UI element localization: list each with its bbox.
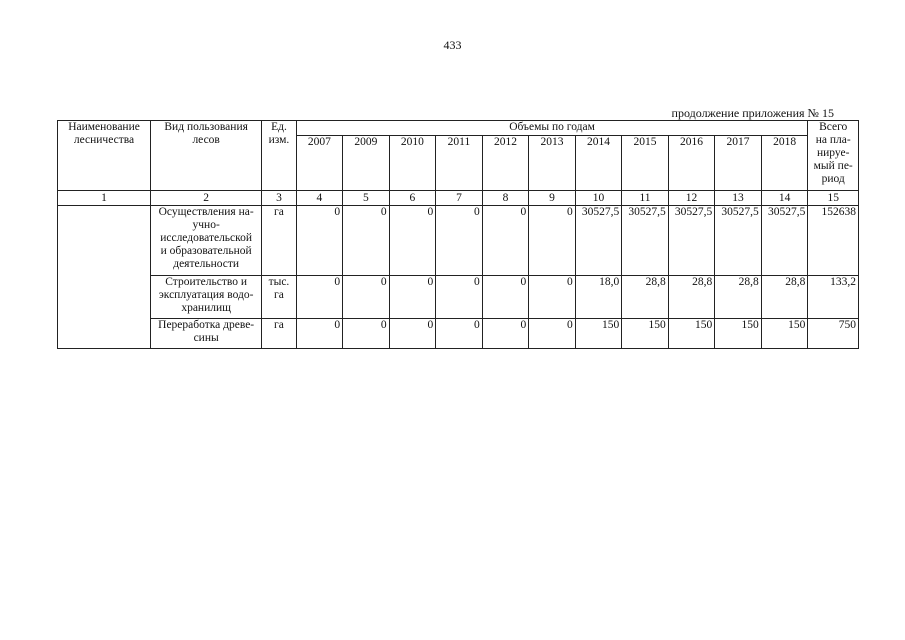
column-number: 12 xyxy=(668,191,715,206)
value-cell: 28,8 xyxy=(715,276,762,319)
value-cell: 0 xyxy=(296,206,343,276)
column-number: 7 xyxy=(436,191,483,206)
value-cell: 28,8 xyxy=(668,276,715,319)
value-cell: 30527,5 xyxy=(761,206,808,276)
table-row xyxy=(58,319,859,349)
value-cell: 0 xyxy=(389,276,436,319)
column-number: 6 xyxy=(389,191,436,206)
unit-cell: тыс. га xyxy=(262,276,296,319)
forest-use-volumes-table xyxy=(57,120,859,349)
value-cell: 150 xyxy=(761,319,808,349)
value-cell: 0 xyxy=(436,206,483,276)
column-number: 14 xyxy=(761,191,808,206)
unit-cell: га xyxy=(262,206,296,276)
column-number: 3 xyxy=(262,191,296,206)
column-number: 15 xyxy=(808,191,859,206)
value-cell: 18,0 xyxy=(575,276,622,319)
table-row xyxy=(58,206,859,276)
value-cell: 0 xyxy=(482,206,529,276)
header-year: 2018 xyxy=(761,136,808,191)
value-cell: 0 xyxy=(482,319,529,349)
value-cell: 0 xyxy=(343,276,390,319)
value-cell: 30527,5 xyxy=(715,206,762,276)
header-year: 2017 xyxy=(715,136,762,191)
header-year: 2012 xyxy=(482,136,529,191)
value-cell: 0 xyxy=(343,206,390,276)
value-cell: 0 xyxy=(343,319,390,349)
header-year: 2016 xyxy=(668,136,715,191)
value-cell: 150 xyxy=(575,319,622,349)
value-cell: 28,8 xyxy=(761,276,808,319)
activity-cell: Переработка древе- сины xyxy=(151,319,262,349)
forestry-name-cell xyxy=(58,206,151,349)
column-number: 13 xyxy=(715,191,762,206)
value-cell: 28,8 xyxy=(622,276,669,319)
column-number: 5 xyxy=(343,191,390,206)
column-number-row xyxy=(58,191,859,206)
total-cell: 152638 xyxy=(808,206,859,276)
column-number: 10 xyxy=(575,191,622,206)
column-number: 2 xyxy=(151,191,262,206)
value-cell: 30527,5 xyxy=(622,206,669,276)
continuation-label: продолжение приложения № 15 xyxy=(671,106,834,120)
header-year: 2007 xyxy=(296,136,343,191)
header-year: 2010 xyxy=(389,136,436,191)
column-number: 8 xyxy=(482,191,529,206)
value-cell: 0 xyxy=(296,319,343,349)
value-cell: 150 xyxy=(622,319,669,349)
column-number: 4 xyxy=(296,191,343,206)
header-unit: Ед. изм. xyxy=(262,121,296,191)
header-total-period: Всего на пла- нируе- мый пе- риод xyxy=(808,121,859,191)
value-cell: 0 xyxy=(436,319,483,349)
total-cell: 133,2 xyxy=(808,276,859,319)
column-number: 1 xyxy=(58,191,151,206)
value-cell: 0 xyxy=(389,206,436,276)
value-cell: 0 xyxy=(482,276,529,319)
column-number: 11 xyxy=(622,191,669,206)
header-year: 2009 xyxy=(343,136,390,191)
header-year: 2015 xyxy=(622,136,669,191)
header-year: 2011 xyxy=(436,136,483,191)
value-cell: 30527,5 xyxy=(668,206,715,276)
header-year: 2014 xyxy=(575,136,622,191)
header-forestry-name: Наименование лесничества xyxy=(58,121,151,191)
value-cell: 150 xyxy=(668,319,715,349)
column-number: 9 xyxy=(529,191,576,206)
unit-cell: га xyxy=(262,319,296,349)
value-cell: 0 xyxy=(296,276,343,319)
header-volumes-by-year: Объемы по годам xyxy=(296,121,808,136)
activity-cell: Осуществления на- учно- исследовательской и образовательной деятельности xyxy=(151,206,262,276)
value-cell: 0 xyxy=(529,206,576,276)
total-cell: 750 xyxy=(808,319,859,349)
page-number: 433 xyxy=(443,38,462,52)
value-cell: 0 xyxy=(529,319,576,349)
header-use-type: Вид пользования лесов xyxy=(151,121,262,191)
table-row xyxy=(58,276,859,319)
header-year: 2013 xyxy=(529,136,576,191)
value-cell: 0 xyxy=(436,276,483,319)
value-cell: 0 xyxy=(389,319,436,349)
header-row-top xyxy=(58,121,859,136)
value-cell: 0 xyxy=(529,276,576,319)
value-cell: 150 xyxy=(715,319,762,349)
activity-cell: Строительство и эксплуатация водо- хранилищ xyxy=(151,276,262,319)
value-cell: 30527,5 xyxy=(575,206,622,276)
